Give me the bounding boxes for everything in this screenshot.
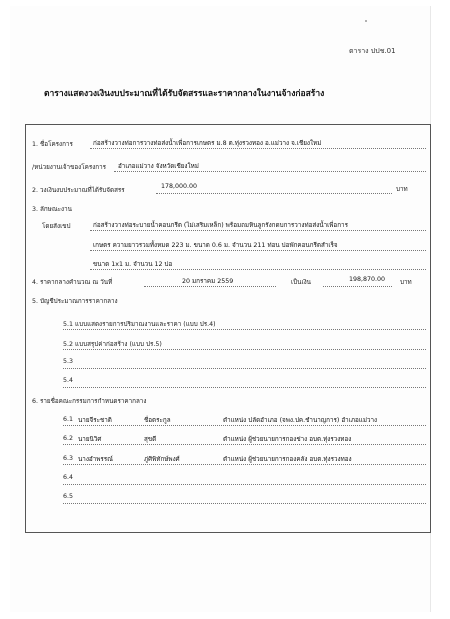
document-page <box>10 6 431 612</box>
dotted-line <box>90 148 426 149</box>
member-no: 6.2 <box>63 435 74 442</box>
member-no: 6.3 <box>63 455 74 462</box>
s6-label: 6. รายชื่อคณะกรรมการกำหนดราคากลาง <box>32 398 147 405</box>
member-last-name: ภู่ศิพิทักษ์พงศ์ <box>144 456 180 463</box>
s3-sub-label: โดยสังเขป <box>42 223 71 230</box>
dotted-line <box>63 503 426 504</box>
dotted-line <box>63 329 426 330</box>
member-last-name: ชื่อตระกูล <box>144 417 171 424</box>
work-desc-line3: ขนาด 1x1 ม. จำนวน 12 บ่อ <box>93 261 173 268</box>
amount-label: เป็นเงิน <box>291 279 311 286</box>
dotted-line <box>63 387 426 388</box>
budget-value: 178,000.00 <box>161 183 198 190</box>
member-first-name: นายนิวิศ <box>78 436 102 443</box>
member-position: ตำแหน่ง ปลัดอำเภอ (จพง.ปค.ชำนาญการ) อำเภอแม่วาง <box>223 417 378 424</box>
dotted-line <box>63 425 426 426</box>
dotted-line <box>63 368 426 369</box>
dotted-line <box>156 193 392 194</box>
calc-date: 20 มกราคม 2559 <box>182 278 234 285</box>
dotted-line <box>63 349 426 350</box>
s2-label: 2. วงเงินงบประมาณที่ได้รับจัดสรร <box>32 187 125 194</box>
work-desc-line1: ก่อสร้างวางท่อระบายน้ำคอนกรีต (ไม่เสริมเหล็ก) พร้อมถมหินลูกรังกดบการวางท่อส่งน้ำเพื่อการ <box>93 222 348 229</box>
dotted-line <box>144 286 276 287</box>
document-title: ตารางแสดงวงเงินงบประมาณที่ได้รับจัดสรรและราคากลางในงานจ้างก่อสร้าง <box>44 89 325 99</box>
member-no: 6.5 <box>63 493 74 500</box>
agency-value: อำเภอแม่วาง จังหวัดเชียงใหม่ <box>118 163 199 170</box>
dotted-line <box>90 230 426 231</box>
dotted-line <box>90 269 426 270</box>
s4-label: 4. ราคากลางคำนวณ ณ วันที่ <box>32 279 113 286</box>
dotted-line <box>63 484 426 485</box>
dotted-line <box>63 464 426 465</box>
scan-speck <box>365 20 367 22</box>
amount-unit: บาท <box>400 279 412 286</box>
project-name: ก่อสร้างวางท่อการวางท่อส่งน้ำเพื่อการเกษตร ม.8 ต.ทุ่งรวงทอง อ.แม่วาง จ.เชียงใหม่ <box>93 140 322 147</box>
member-first-name: นางอำพรรณ์ <box>78 456 113 463</box>
agency-label: /หน่วยงานเจ้าของโครงการ <box>32 164 107 171</box>
s5-label: 5. บัญชีประมาณการราคากลาง <box>32 298 118 305</box>
work-desc-line2: เกษตร ความยาวรวมทั้งหมด 223 ม. ขนาด 0.6 ม. จำนวน 211 ท่อน บ่อพักคอนกรีตสำเร็จ <box>93 242 338 249</box>
s5-item: 5.2 แบบสรุปค่าก่อสร้าง (แบบ ปร.5) <box>63 341 162 348</box>
member-no: 6.4 <box>63 474 74 481</box>
s5-item: 5.1 แบบแสดงรายการปริมาณงานและราคา (แบบ ปร.4) <box>63 321 216 328</box>
member-last-name: สุขดี <box>144 436 157 443</box>
member-no: 6.1 <box>63 416 74 423</box>
s3-label: 3. ลักษณะงาน <box>32 206 72 213</box>
dotted-line <box>323 286 392 287</box>
dotted-line <box>90 250 426 251</box>
form-code: ตาราง ปปช.01 <box>349 47 396 55</box>
member-position: ตำแหน่ง ผู้ช่วยนายการกองช่าง อบต.ทุ่งรวงทอง <box>223 436 352 443</box>
dotted-line <box>63 444 426 445</box>
dotted-line <box>114 171 426 172</box>
s5-item: 5.3 <box>63 358 74 365</box>
median-price: 198,870.00 <box>349 276 386 283</box>
form-box <box>25 124 431 533</box>
s5-item: 5.4 <box>63 377 74 384</box>
s1-label: 1. ชื่อโครงการ <box>32 141 73 148</box>
member-position: ตำแหน่ง ผู้ช่วยนายการกองคลัง อบต.ทุ่งรวงทอง <box>223 456 352 463</box>
member-first-name: นายจีระชาติ <box>78 417 112 424</box>
budget-unit: บาท <box>396 186 408 193</box>
